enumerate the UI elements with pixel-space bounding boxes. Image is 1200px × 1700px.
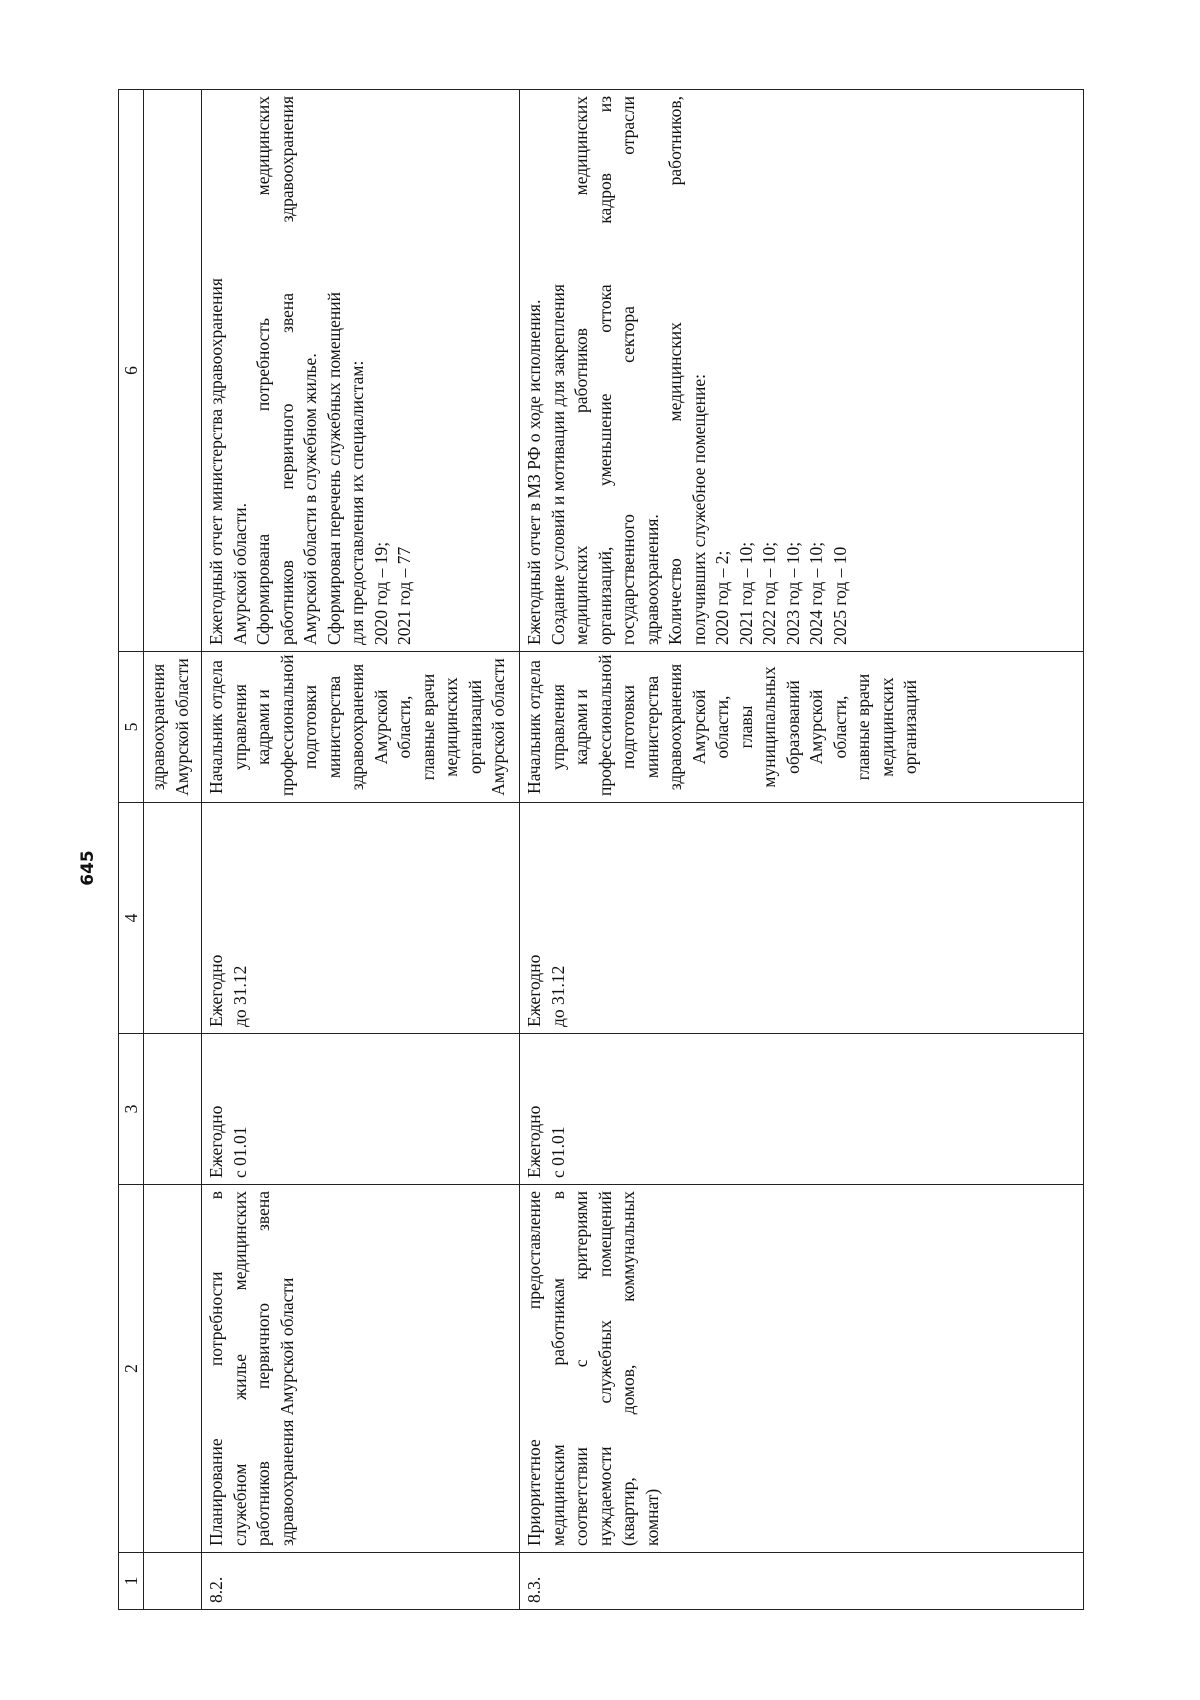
start-date-cell (520, 1034, 1084, 1185)
result-cell (520, 90, 1084, 652)
responsible-line: подготовки (300, 684, 320, 770)
event-line: служебном жилье медицинских (229, 1191, 250, 1546)
event-line: Приоритетное предоставление (524, 1191, 544, 1546)
continuation-start-cell (144, 1034, 202, 1185)
responsible-cell (202, 652, 520, 803)
responsible-line: профессиональной (276, 654, 297, 796)
continuation-responsible-cell (144, 652, 202, 803)
responsible-line: здравоохранения (665, 663, 685, 791)
result-line: 2023 год – 10; (782, 541, 803, 645)
result-line: получивших служебное помещение: (688, 373, 709, 645)
result-line: Ежегодный отчет министерства здравоохранения (206, 278, 226, 645)
result-line: работников первичного звена здравоохранения (276, 96, 297, 645)
responsible-line: министерства (323, 675, 344, 779)
event-line: нуждаемости служебных помещений (594, 1191, 615, 1546)
end-date-cell (202, 803, 520, 1034)
result-cell (202, 90, 520, 652)
start-line: с 01.01 (547, 1126, 568, 1178)
responsible-line: Амурской (806, 689, 826, 765)
responsible-line: главные врачи (417, 673, 438, 781)
header-col-5: 5 (119, 652, 144, 803)
responsible-line: министерства (641, 675, 662, 779)
start-line: Ежегодно (206, 1105, 226, 1178)
continuation-result-cell (144, 90, 202, 652)
start-line: с 01.01 (229, 1126, 250, 1178)
result-line: 2024 год – 10; (806, 541, 826, 645)
responsible-line: подготовки (618, 684, 638, 770)
header-col-3: 3 (119, 1034, 144, 1185)
result-line: Амурской области в служебном жилье. (300, 353, 320, 645)
header-col-1: 1 (119, 1553, 144, 1610)
responsible-line: кадрами и (571, 689, 591, 765)
responsible-line: медицинских (876, 677, 897, 777)
result-line: 2021 год – 10; (735, 541, 756, 645)
start-date-cell (202, 1034, 520, 1185)
result-line: 2020 год – 2; (712, 550, 732, 645)
header-row (119, 90, 144, 1610)
continuation-num-cell (144, 1553, 202, 1610)
end-line: до 31.12 (229, 965, 250, 1027)
event-line: здравоохранения Амурской области (276, 1277, 297, 1546)
result-line: для предоставления их специалистам: (347, 360, 367, 645)
responsible-line: муниципальных (759, 666, 779, 788)
responsible-line: образований (782, 680, 803, 774)
start-line: Ежегодно (524, 1105, 544, 1178)
responsible-line: управления (229, 684, 250, 770)
result-line: медицинских работников медицинских (571, 96, 591, 645)
result-line: Сформирован перечень служебных помещений (323, 292, 344, 645)
event-line: (квартир, домов, коммунальных (618, 1191, 638, 1546)
row-number: 8.3. (520, 1553, 1084, 1610)
result-line: государственного сектора отрасли (618, 96, 638, 645)
end-date-cell (520, 803, 1084, 1034)
responsible-line: Амурской (688, 689, 709, 765)
event-line: комнат) (641, 1488, 662, 1546)
result-line: Количество медицинских работников, (665, 96, 685, 645)
responsible-line: организаций (464, 680, 485, 774)
continuation-row (144, 90, 202, 1610)
result-line: 2021 год – 77 (394, 546, 414, 645)
responsible-line: Начальник отдела (206, 660, 226, 794)
event-line: медицинским работникам в (547, 1191, 568, 1546)
result-line: 2025 год – 10 (829, 546, 850, 645)
end-line: Ежегодно (206, 954, 226, 1027)
continuation-responsible-line: здравоохранения (148, 663, 168, 791)
result-line: 2022 год – 10; (759, 541, 779, 645)
responsible-line: медицинских (441, 677, 461, 777)
header-col-6: 6 (119, 90, 144, 652)
responsible-line: кадрами и (253, 689, 273, 765)
responsible-line: области, (829, 695, 850, 759)
header-col-2: 2 (119, 1185, 144, 1553)
responsible-line: области, (394, 695, 414, 759)
page-number: 645 (78, 850, 98, 886)
continuation-event-cell (144, 1185, 202, 1553)
responsible-cell (520, 652, 1084, 803)
continuation-responsible-line: Амурской области (171, 658, 192, 796)
continuation-end-cell (144, 803, 202, 1034)
responsible-line: Амурской (370, 689, 391, 765)
responsible-line: здравоохранения (347, 663, 367, 791)
result-line: здравоохранения. (641, 514, 662, 645)
result-line: Ежегодный отчет в МЗ РФ о ходе исполнения. (524, 299, 544, 645)
table-row-8-2 (202, 90, 520, 1610)
responsible-line: управления (547, 684, 568, 770)
event-description-cell (520, 1185, 1084, 1553)
plan-table (118, 89, 1084, 1610)
event-description-cell (202, 1185, 520, 1553)
end-line: до 31.12 (547, 965, 568, 1027)
result-line: организаций, уменьшение оттока кадров из (594, 96, 615, 645)
responsible-line: области, (712, 695, 732, 759)
responsible-line: главные врачи (853, 673, 873, 781)
result-line: Создание условий и мотивации для закрепления (547, 284, 568, 645)
responsible-line: профессиональной (594, 654, 615, 796)
responsible-line: Начальник отдела (524, 660, 544, 794)
result-line: Сформирована потребность медицинских (253, 96, 273, 645)
end-line: Ежегодно (524, 954, 544, 1027)
header-col-4: 4 (119, 803, 144, 1034)
responsible-line: организаций (900, 680, 920, 774)
responsible-line: главы (735, 705, 756, 749)
rotated-table-wrapper (118, 96, 1084, 1610)
event-line: работников первичного звена (253, 1191, 273, 1546)
result-line: 2020 год – 19; (370, 541, 391, 645)
event-line: Планирование потребности в (206, 1191, 226, 1546)
event-line: соответствии с критериями (571, 1191, 591, 1546)
responsible-line: Амурской области (488, 658, 508, 796)
row-number: 8.2. (202, 1553, 520, 1610)
result-line: Амурской области. (229, 503, 250, 645)
table-row-8-3 (520, 90, 1084, 1610)
